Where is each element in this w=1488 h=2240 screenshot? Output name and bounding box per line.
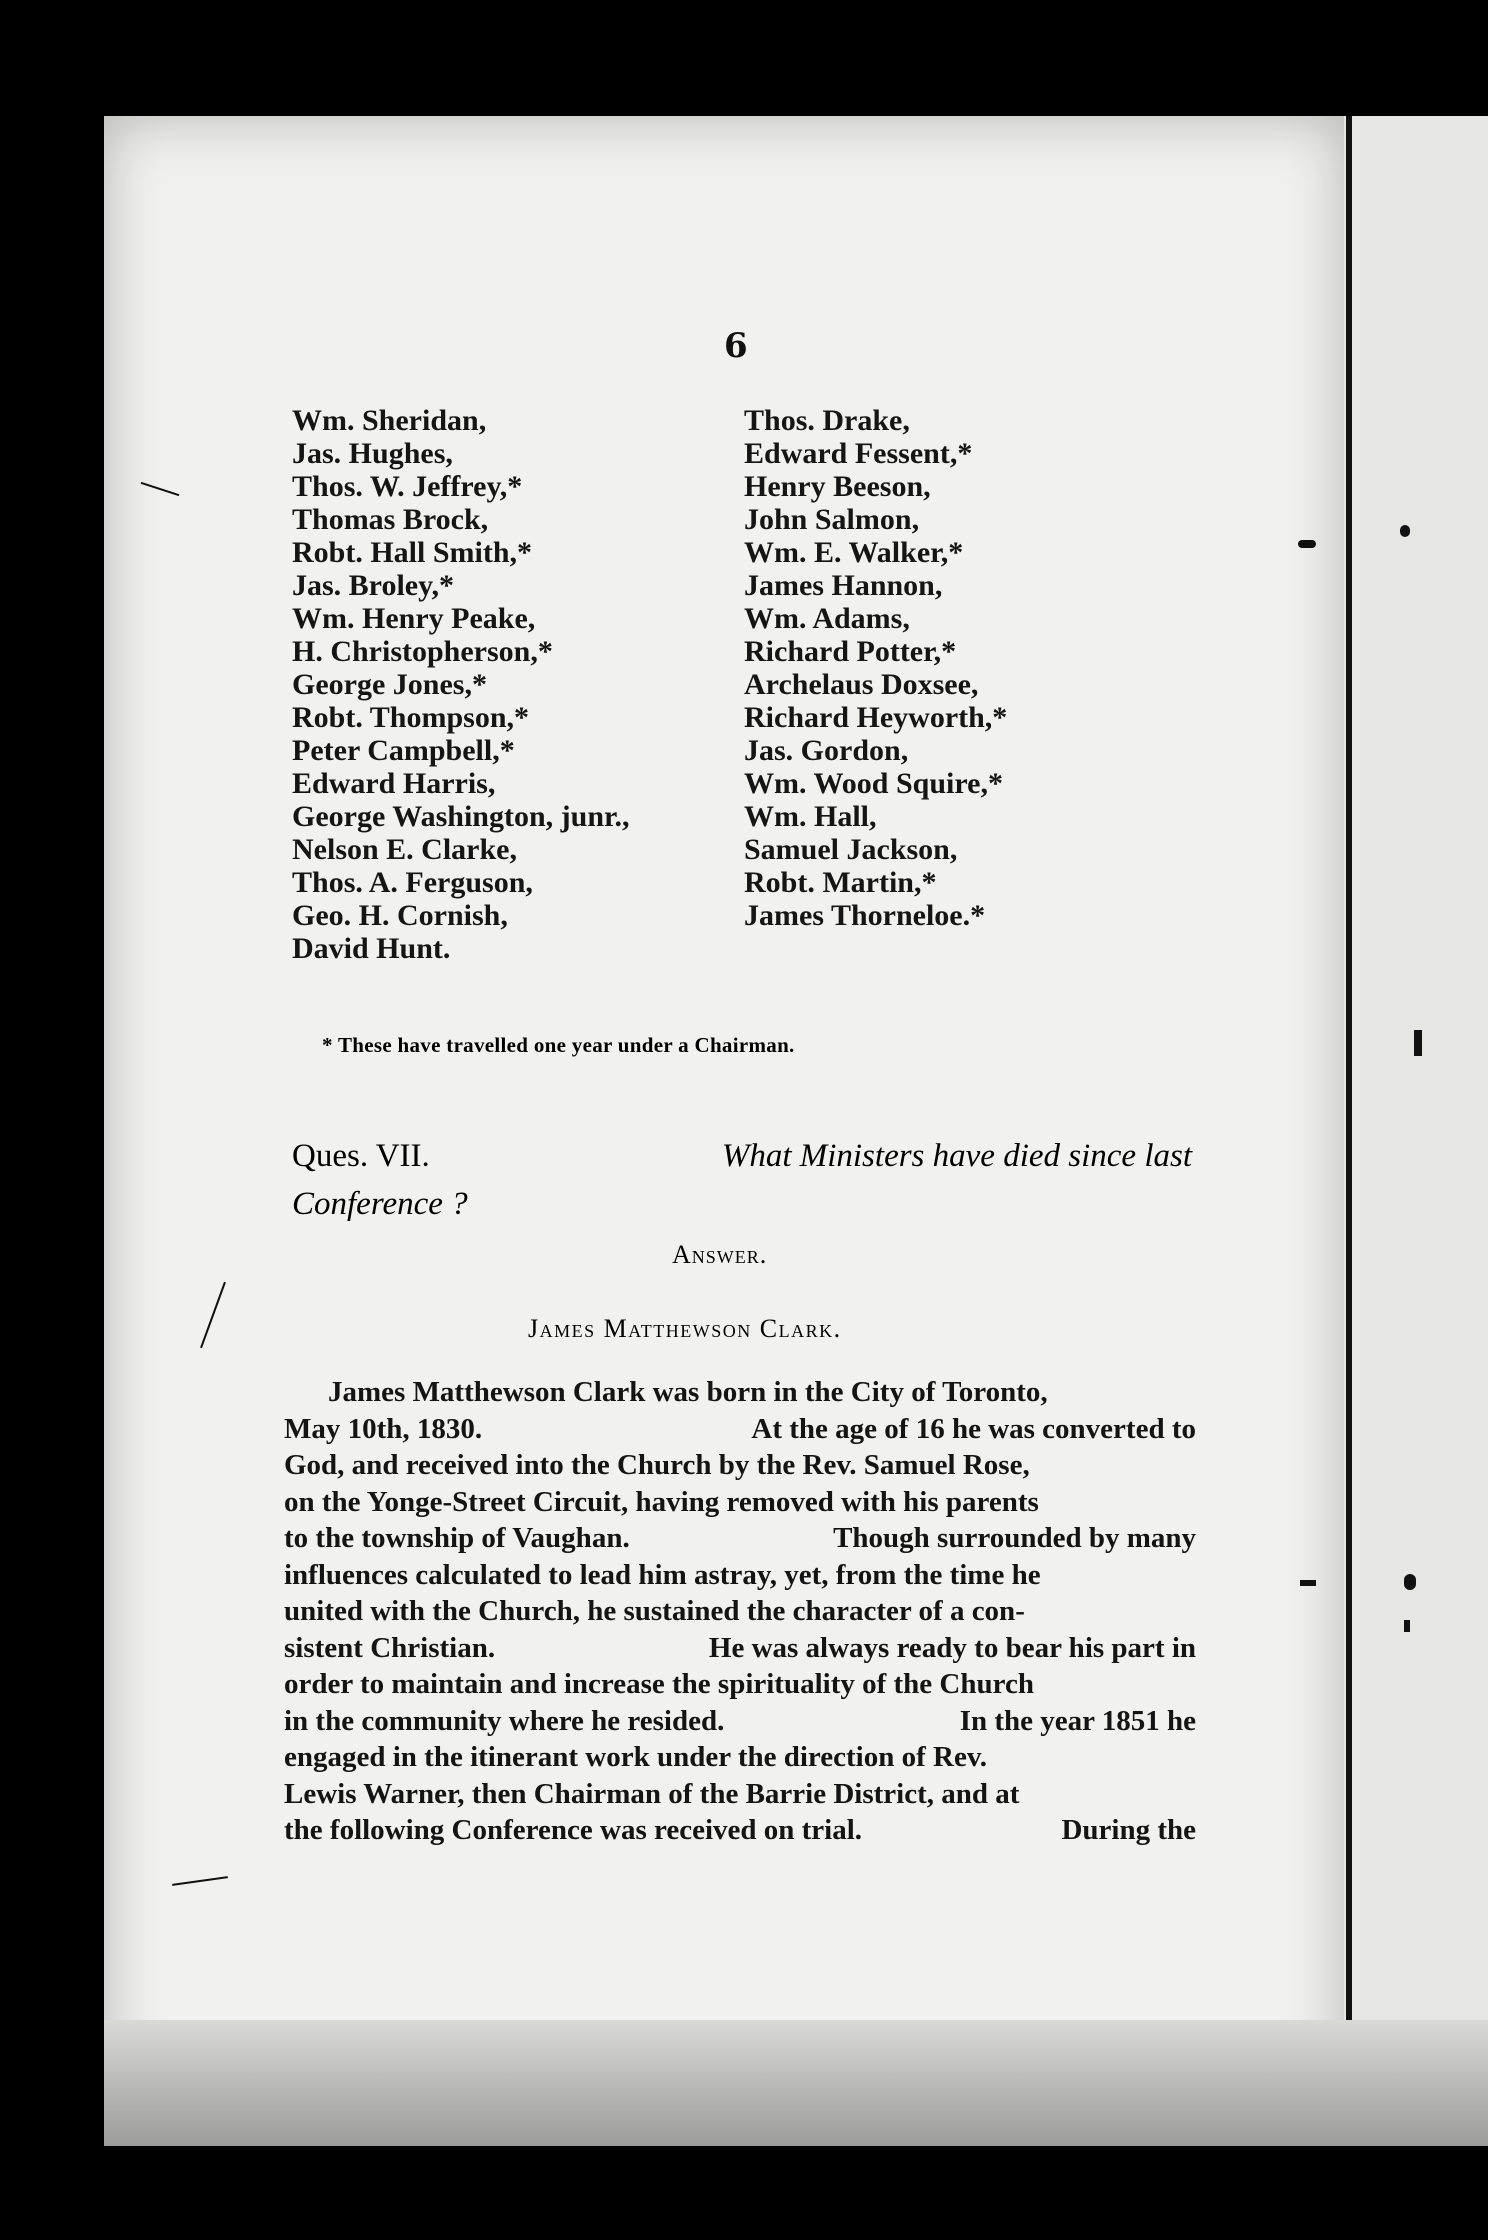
page-bottom-shadow [104,2020,1488,2146]
body-line: on the Yonge-Street Circuit, having removed with his parents [284,1485,1039,1518]
list-item: John Salmon, [744,503,920,536]
body-line: James Matthewson Clark was born in the City of Toronto, [328,1376,1048,1408]
list-item: Samuel Jackson, [744,833,958,866]
list-item: Thos. A. Ferguson, [292,866,533,899]
body-line: Lewis Warner, then Chairman of the Barrie District, and at [284,1777,1020,1810]
list-item: Geo. H. Cornish, [292,899,508,932]
list-item: James Hannon, [744,569,943,602]
body-line: to the township of Vaughan. Though surrounded by many [284,1522,1196,1554]
facing-page-edge [1344,116,1488,2146]
body-line: God, and received into the Church by the Rev. Samuel Rose, [284,1449,1030,1481]
margin-mark [1300,1580,1316,1586]
list-item: Wm. Sheridan, [292,404,487,437]
page-fold-line [1346,116,1352,2146]
question-label: Ques. VII. [292,1138,430,1174]
list-item: Richard Potter,* [744,635,957,668]
list-item: Jas. Hughes, [292,437,453,470]
body-line: in the community where he resided. In the year 1851 he [284,1704,1196,1737]
list-item: Wm. Hall, [744,800,877,833]
list-item: Wm. Adams, [744,602,910,635]
footnote: * These have travelled one year under a Chairman. [322,1033,795,1057]
list-item: George Washington, junr., [292,800,630,833]
list-item: Thos. W. Jeffrey,* [292,470,523,503]
list-item: Robt. Martin,* [744,866,937,899]
list-item: H. Christopherson,* [292,635,553,668]
list-item: Thomas Brock, [292,503,489,536]
body-line: united with the Church, he sustained the character of a con- [284,1595,1025,1627]
body-line: May 10th, 1830. At the age of 16 he was converted to [284,1412,1196,1445]
list-item: Wm. Wood Squire,* [744,767,1003,800]
list-item: Thos. Drake, [744,404,910,437]
list-item: Jas. Broley,* [292,569,454,602]
body-line: the following Conference was received on trial. During the [284,1814,1196,1846]
list-item: Richard Heyworth,* [744,701,1008,734]
margin-mark [1414,1030,1422,1056]
ministers-list-right [744,404,1007,932]
answer-heading: Answer. [672,1240,768,1269]
page-number: 6 [724,326,748,366]
body-line: influences calculated to lead him astray, yet, from the time he [284,1558,1041,1591]
list-item: James Thorneloe.* [744,899,986,932]
obituary-body [284,1374,1196,1849]
list-item: Peter Campbell,* [292,734,515,767]
list-item: Wm. E. Walker,* [744,536,964,569]
body-line: engaged in the itinerant work under the direction of Rev. [284,1741,987,1773]
margin-mark [1400,525,1410,537]
list-item: Robt. Hall Smith,* [292,536,533,569]
body-line: sistent Christian. He was always ready to bear his part in [284,1631,1196,1664]
question-text-continued: Conference ? [292,1186,468,1222]
list-item: Henry Beeson, [744,470,931,503]
list-item: Robt. Thompson,* [292,701,530,734]
list-item: Wm. Henry Peake, [292,602,536,635]
list-item: Nelson E. Clarke, [292,833,517,866]
body-line: order to maintain and increase the spirituality of the Church [284,1668,1034,1700]
list-item: Archelaus Doxsee, [744,668,979,701]
margin-mark [1298,540,1316,548]
list-item: Edward Fessent,* [744,437,973,470]
list-item: George Jones,* [292,668,487,701]
obituary-heading: James Matthewson Clark. [528,1314,842,1343]
margin-mark [1404,1620,1410,1632]
list-item: David Hunt. [292,932,451,965]
margin-mark [1404,1574,1416,1590]
list-item: Edward Harris, [292,767,496,800]
ministers-list-left [292,404,630,965]
question-block [292,1132,1192,1228]
question-text: What Ministers have died since last [721,1138,1192,1174]
list-item: Jas. Gordon, [744,734,909,767]
